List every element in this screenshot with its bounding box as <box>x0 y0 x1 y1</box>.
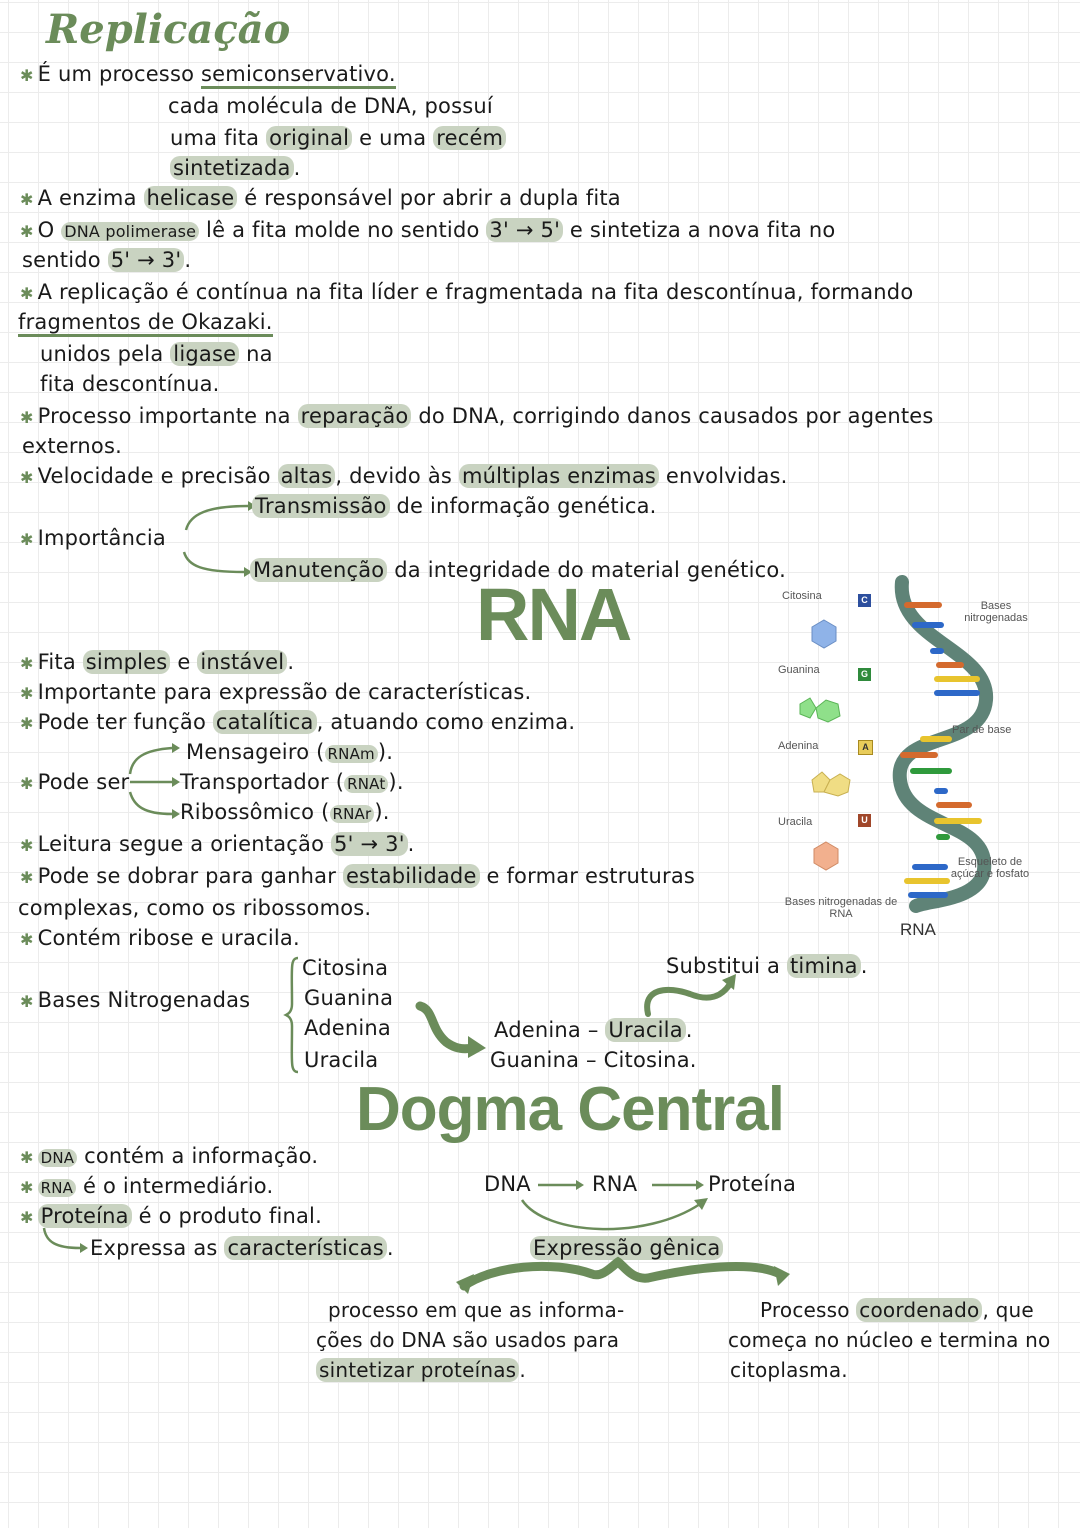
text: Mensageiro ( <box>186 740 325 764</box>
figure-label-uracila: Uracila <box>778 816 813 828</box>
replicacao-b4-sub-1 <box>40 340 273 368</box>
text: sentido <box>22 248 108 272</box>
rna-bullet-3 <box>20 708 575 738</box>
highlight-caracteristicas: características <box>224 1236 386 1260</box>
substitui-timina <box>666 952 868 980</box>
text: envolvidas. <box>659 464 788 488</box>
base-guanina: Guanina <box>304 986 394 1010</box>
highlight-reparacao: reparação <box>298 404 412 428</box>
rna-type-mensageiro <box>186 738 393 768</box>
branch-arrows-icon <box>124 740 184 822</box>
citosina-molecule-icon <box>808 616 848 656</box>
star-bullet-icon: ✱ <box>20 1178 34 1197</box>
replicacao-okazaki <box>18 308 273 336</box>
highlight-sintetizar-proteinas: sintetizar proteínas <box>316 1358 519 1382</box>
arrow-right-icon <box>538 1178 586 1192</box>
figure-caption-rna: RNA <box>900 920 936 939</box>
flow-dna: DNA <box>484 1172 531 1196</box>
star-bullet-icon: ✱ <box>20 66 34 85</box>
text: Substitui a <box>666 954 787 978</box>
highlight-direction: 5' → 3' <box>331 832 408 856</box>
highlight-helicase: helicase <box>144 186 238 210</box>
uracila-molecule-icon <box>810 838 850 878</box>
expressao-right-2: começa no núcleo e termina no <box>728 1328 1051 1352</box>
expressao-left-2: ções do DNA são usados para <box>316 1328 620 1352</box>
text: Importância <box>37 526 166 550</box>
highlight-multiplas-enzimas: múltiplas enzimas <box>459 464 659 488</box>
text: . <box>287 650 295 674</box>
adenina-molecule-icon <box>808 766 858 802</box>
replicacao-b5-line2: externos. <box>22 434 122 458</box>
flow-proteina: Proteína <box>708 1172 797 1196</box>
expressao-right-3: citoplasma. <box>730 1358 848 1382</box>
star-bullet-icon: ✱ <box>20 836 34 855</box>
figure-label-par-de-base: Par de base <box>952 724 1012 736</box>
star-bullet-icon: ✱ <box>20 684 34 703</box>
text: é o intermediário. <box>76 1174 274 1198</box>
importancia-label <box>20 524 166 554</box>
highlight-estabilidade: estabilidade <box>343 864 480 888</box>
base-badge-g: G <box>858 668 871 681</box>
text: . <box>519 1358 526 1382</box>
text: Pode ter função <box>37 710 213 734</box>
highlight-abbr: RNAt <box>344 775 388 793</box>
title-dogma-central: Dogma Central <box>356 1075 784 1144</box>
text: . <box>407 832 415 856</box>
text: uma fita <box>170 126 267 150</box>
highlight-coordenado: coordenado <box>856 1298 982 1322</box>
branch-arrows-icon <box>178 496 258 586</box>
text: O <box>37 218 62 242</box>
text: Pode se dobrar para ganhar <box>37 864 343 888</box>
highlight-dna: DNA <box>38 1149 78 1167</box>
replicacao-bullet-1 <box>20 60 396 90</box>
base-badge-c: C <box>858 594 871 607</box>
highlight-proteina: Proteína <box>38 1204 132 1228</box>
text: e sintetiza a nova fita no <box>563 218 836 242</box>
star-bullet-icon: ✱ <box>20 530 34 549</box>
pairing-arrow-icon <box>410 998 490 1062</box>
text: Processo <box>760 1298 857 1322</box>
text: ). <box>377 740 394 764</box>
rna-bullet-6 <box>20 924 300 954</box>
star-bullet-icon: ✱ <box>20 222 34 241</box>
expressao-right-1 <box>760 1296 1034 1324</box>
replicacao-b1-sub-1: cada molécula de DNA, possuí <box>168 94 493 118</box>
text: , atuando como enzima. <box>316 710 576 734</box>
flow-rna: RNA <box>592 1172 638 1196</box>
sub-arrow-icon <box>40 1226 90 1258</box>
expressao-left-1: processo em que as informa- <box>328 1298 625 1322</box>
text: na <box>239 342 273 366</box>
text: Expressa as <box>90 1236 225 1260</box>
text: Contém ribose e uracila. <box>37 926 300 950</box>
brace-icon <box>282 954 302 1076</box>
figure-label-citosina: Citosina <box>782 590 822 602</box>
highlight-catalitica: catalítica <box>213 710 317 734</box>
figure-label-bases-nitrogenadas: Bases nitrogenadas <box>964 600 1028 624</box>
pair-adenina-uracila <box>494 1016 693 1044</box>
rna-structure-figure <box>770 580 1070 950</box>
text: ). <box>388 770 404 794</box>
star-bullet-icon: ✱ <box>20 930 34 949</box>
dogma-bullet-1 <box>20 1142 318 1172</box>
rna-type-ribossomico <box>180 798 390 828</box>
highlight-expressao-genica: Expressão gênica <box>530 1236 723 1260</box>
text: , que <box>982 1298 1034 1322</box>
highlight-abbr: RNAm <box>325 745 378 763</box>
highlight-altas: altas <box>278 464 336 488</box>
base-uracila: Uracila <box>304 1048 379 1072</box>
replicacao-bullet-5 <box>20 402 934 432</box>
text: Adenina – <box>494 1018 606 1042</box>
highlight-abbr: RNAr <box>330 805 375 823</box>
star-bullet-icon: ✱ <box>20 1208 34 1227</box>
highlight-okazaki: fragmentos de Okazaki. <box>18 310 273 337</box>
highlight-manutencao: Manutenção <box>250 558 387 582</box>
highlight-rna: RNA <box>38 1179 77 1197</box>
star-bullet-icon: ✱ <box>20 992 34 1011</box>
highlight-timina: timina <box>787 954 861 978</box>
replicacao-b1-sub-2 <box>170 124 506 152</box>
text: Fita <box>37 650 83 674</box>
text: e formar estruturas <box>479 864 696 888</box>
highlight-instavel: instável <box>197 650 287 674</box>
replicacao-bullet-4 <box>20 278 913 308</box>
title-replicacao: Replicação <box>46 6 291 53</box>
highlight-recem: recém <box>433 126 506 150</box>
star-bullet-icon: ✱ <box>20 714 34 733</box>
highlight-simples: simples <box>83 650 171 674</box>
replicacao-bullet-2 <box>20 184 621 214</box>
text: e uma <box>352 126 434 150</box>
text: lê a fita molde no sentido <box>199 218 487 242</box>
replicacao-b3-line2 <box>22 246 191 274</box>
star-bullet-icon: ✱ <box>20 190 34 209</box>
figure-caption-left: Bases nitrogenadas de RNA <box>784 896 898 920</box>
base-badge-u: U <box>858 814 871 827</box>
text: . <box>184 248 192 272</box>
text: A replicação é contínua na fita líder e fragmentada na fita descontínua, formando <box>37 280 914 304</box>
pair-guanina-citosina: Guanina – Citosina. <box>490 1048 697 1072</box>
text: . <box>685 1018 693 1042</box>
replicacao-bullet-3 <box>20 216 835 246</box>
star-bullet-icon: ✱ <box>20 1148 34 1167</box>
star-bullet-icon: ✱ <box>20 468 34 487</box>
text: . <box>386 1236 394 1260</box>
text: de informação genética. <box>389 494 657 518</box>
text: Velocidade e precisão <box>37 464 278 488</box>
text: é responsável por abrir a dupla fita <box>237 186 621 210</box>
text: da integridade do material genético. <box>387 558 786 582</box>
highlight-semiconservativo: semiconservativo. <box>201 62 396 89</box>
text: Importante para expressão de características. <box>37 680 532 704</box>
text: unidos pela <box>40 342 171 366</box>
star-bullet-icon: ✱ <box>20 654 34 673</box>
figure-label-esqueleto: Esqueleto de açúcar e fosfato <box>950 856 1030 880</box>
expressao-left-3 <box>316 1356 526 1384</box>
dogma-bullet-2 <box>20 1172 273 1202</box>
rna-bullet-5 <box>20 862 695 892</box>
title-rna: RNA <box>476 573 631 656</box>
highlight-original: original <box>266 126 352 150</box>
rna-bullet-1 <box>20 648 294 678</box>
figure-label-guanina: Guanina <box>778 664 820 676</box>
star-bullet-icon: ✱ <box>20 774 34 793</box>
pode-ser-label <box>20 768 129 798</box>
text: Leitura segue a orientação <box>37 832 332 856</box>
importancia-item-1 <box>252 492 657 520</box>
base-adenina: Adenina <box>304 1016 391 1040</box>
highlight-ligase: ligase <box>170 342 239 366</box>
text: Pode ser <box>37 770 130 794</box>
star-bullet-icon: ✱ <box>20 408 34 427</box>
rna-bullet-4 <box>20 830 415 860</box>
figure-label-adenina: Adenina <box>778 740 819 752</box>
text: . <box>293 156 301 180</box>
text: A enzima <box>37 186 144 210</box>
brace-arrows-icon <box>452 1256 792 1300</box>
rna-type-transportador <box>180 768 404 798</box>
replicacao-bullet-6 <box>20 462 788 492</box>
text: , devido às <box>335 464 459 488</box>
rna-bullet-2 <box>20 678 531 708</box>
base-citosina: Citosina <box>302 956 389 980</box>
base-badge-a: A <box>858 740 873 755</box>
highlight-uracila: Uracila <box>605 1018 685 1042</box>
text: é o produto final. <box>131 1204 322 1228</box>
text: Ribossômico ( <box>180 800 330 824</box>
text: e <box>170 650 198 674</box>
text: É um processo <box>37 62 202 86</box>
replicacao-b4-sub-2: fita descontínua. <box>40 372 220 396</box>
text: ). <box>374 800 390 824</box>
guanina-molecule-icon <box>796 690 856 730</box>
highlight-sintetizada: sintetizada <box>170 156 294 180</box>
arrow-right-icon <box>652 1178 706 1192</box>
dogma-b3-sub <box>90 1234 394 1262</box>
highlight-direction: 3' → 5' <box>486 218 563 242</box>
text: Processo importante na <box>37 404 298 428</box>
star-bullet-icon: ✱ <box>20 284 34 303</box>
text: Transportador ( <box>180 770 345 794</box>
star-bullet-icon: ✱ <box>20 868 34 887</box>
text: . <box>860 954 868 978</box>
highlight-dna-polimerase: DNA polimerase <box>61 222 199 241</box>
highlight-direction: 5' → 3' <box>108 248 185 272</box>
bases-nitrogenadas-label <box>20 986 250 1016</box>
replicacao-b1-sub-3 <box>170 154 301 182</box>
rna-b5-line2: complexas, como os ribossomos. <box>18 896 372 920</box>
text: do DNA, corrigindo danos causados por agentes <box>411 404 934 428</box>
text: Bases Nitrogenadas <box>37 988 251 1012</box>
highlight-transmissao: Transmissão <box>252 494 390 518</box>
text: contém a informação. <box>77 1144 319 1168</box>
